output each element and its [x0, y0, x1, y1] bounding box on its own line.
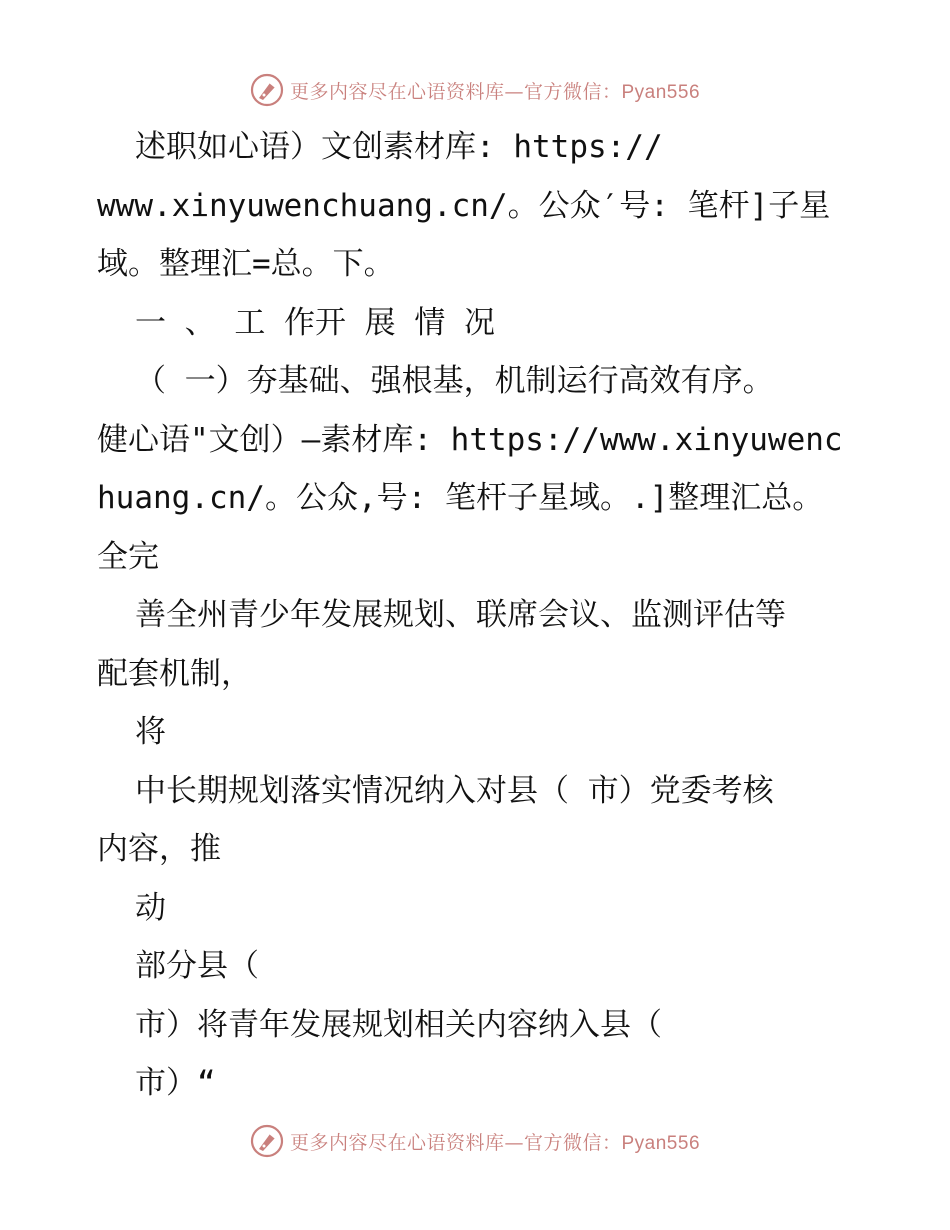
- text-line-3: 域。整理汇=总。下。: [97, 246, 395, 282]
- text-line-17: 市）“: [135, 1065, 216, 1101]
- banner-slogan: 更多内容尽在心语资料库—官方微信：: [289, 1131, 622, 1154]
- text-line-12: 中长期规划落实情况纳入对县（ 市）党委考核: [135, 772, 774, 809]
- pen-nib-logo-icon: [250, 1124, 284, 1158]
- banner-text: [290, 1128, 700, 1155]
- text-line-1: 述职如心语）文创素材库: https://: [135, 129, 663, 165]
- section-heading: 一 、 工 作开 展 情 况: [135, 304, 495, 341]
- pen-nib-logo-icon: [250, 73, 284, 107]
- banner-text: [290, 77, 700, 104]
- text-line-7: huang.cn/。公众,号: 笔杆子星域。.]整理汇总。: [97, 480, 824, 516]
- text-line-6: 健心语"文创）—素材库: https://www.xinyuwenc: [97, 421, 843, 458]
- text-line-14: 动: [135, 889, 166, 926]
- text-line-2: www.xinyuwenchuang.cn/。公众′号: 笔杆]子星: [97, 187, 831, 224]
- text-line-8: 全完: [97, 538, 159, 575]
- banner-slogan: 更多内容尽在心语资料库—官方微信：: [289, 80, 622, 103]
- text-line-9: 善全州青少年发展规划、联席会议、监测评估等: [135, 597, 786, 633]
- subsection-heading: （ 一）夯基础、强根基，机制运行高效有序。: [135, 363, 774, 399]
- text-line-10: 配套机制，: [97, 655, 252, 692]
- banner-wechat-id: Pyan556: [621, 1132, 701, 1154]
- text-line-15: 部分县（: [135, 948, 259, 984]
- header-banner: [0, 70, 950, 110]
- text-line-11: 将: [135, 714, 166, 750]
- footer-banner: [0, 1121, 950, 1161]
- banner-wechat-id: Pyan556: [621, 81, 701, 103]
- document-body: [97, 118, 857, 1113]
- text-line-16: 市）将青年发展规划相关内容纳入县（: [135, 1006, 662, 1043]
- text-line-13: 内容，推: [97, 831, 221, 867]
